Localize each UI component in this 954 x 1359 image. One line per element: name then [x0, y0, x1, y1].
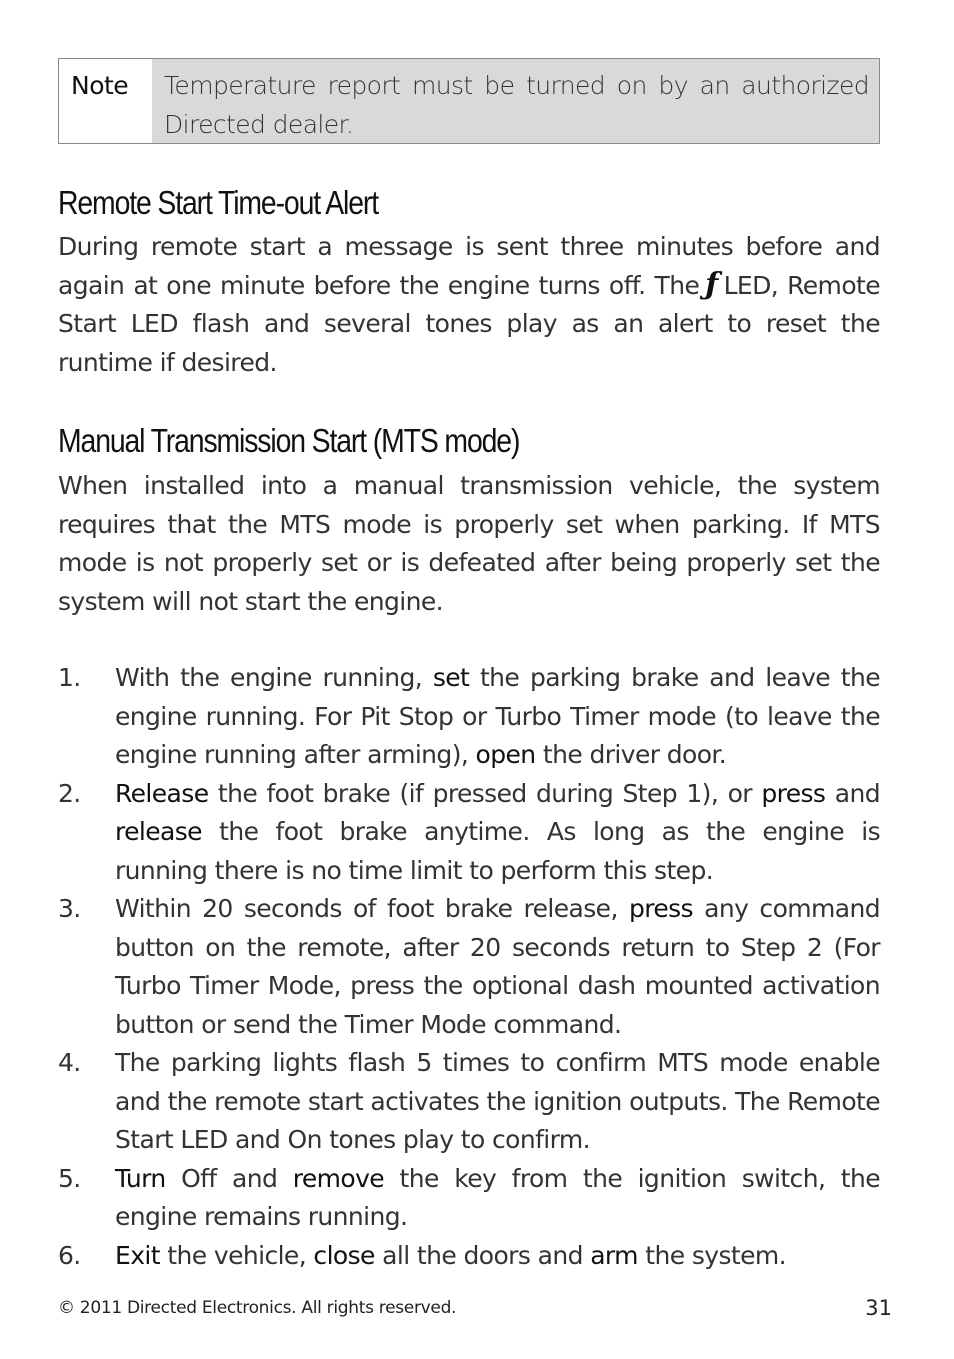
function-led-icon: ƒ [705, 266, 718, 302]
step-number: 6. [58, 1240, 81, 1270]
list-item [58, 890, 880, 1044]
list-item [58, 659, 880, 775]
paragraph-text: During remote start a message is sent three minutes before and again at one minute before the engine turns off. The [58, 232, 880, 300]
paragraph-text: LED, Remote Start LED flash and several tones play as an alert to reset the runtime if desired. [58, 270, 880, 377]
step-text: Release the foot brake (if pressed during Step 1), or press and release the foot brake anytime. As long as the engine is running there is no time limit to perform this step. [115, 778, 880, 885]
step-keyword: Release [115, 778, 209, 808]
step-keyword: Exit [115, 1240, 160, 1270]
step-keyword: arm [590, 1240, 638, 1270]
step-text: Turn Off and remove the key from the ignition switch, the engine remains running. [115, 1163, 880, 1231]
step-number: 1. [58, 663, 81, 692]
list-item [58, 1044, 880, 1160]
step-number: 2. [58, 778, 81, 808]
note-label: Note [71, 71, 129, 100]
note-box [58, 58, 880, 144]
section-paragraph-mts-intro: When installed into a manual transmission vehicle, the system requires that the MTS mode is properly set when parking. If MTS mode is not properly set or is defeated after being properly set the system will not start the engine. [58, 471, 880, 616]
step-number: 4. [58, 1048, 81, 1077]
step-keyword: close [313, 1240, 375, 1270]
step-number: 5. [58, 1163, 81, 1193]
step-text: Within 20 seconds of foot brake release, press any command button on the remote, after 20 seconds return to Step 2 (For Turbo Timer Mode, press the optional dash mounted activation button or send the Timer Mode command. [115, 894, 880, 1039]
footer-copyright: © 2011 Directed Electronics. All rights reserved. [58, 1298, 457, 1318]
step-keyword: set [432, 663, 470, 692]
step-keyword: remove [292, 1163, 385, 1193]
step-text: Exit the vehicle, close all the doors and arm the system. [115, 1240, 786, 1270]
step-keyword: Turn [115, 1163, 166, 1193]
step-keyword: press [628, 894, 693, 923]
section-heading-remote-start-timeout: Remote Start Time-out Alert [58, 184, 378, 221]
step-number: 3. [58, 894, 81, 923]
page-number: 31 [865, 1296, 892, 1320]
note-text: Temperature report must be turned on by an authorized Directed dealer. [152, 59, 879, 143]
step-keyword: open [475, 740, 536, 769]
section-paragraph-timeout [58, 228, 880, 382]
list-item [58, 1160, 880, 1237]
step-text: The parking lights flash 5 times to confirm MTS mode enable and the remote start activates the ignition outputs. The Remote Start LED and On tones play to confirm. [115, 1048, 880, 1154]
step-keyword: release [115, 817, 202, 846]
list-item [58, 775, 880, 891]
list-item [58, 1237, 880, 1276]
mts-steps-list [58, 659, 880, 1275]
section-heading-mts-mode: Manual Transmission Start (MTS mode) [58, 422, 520, 459]
step-keyword: press [761, 778, 826, 808]
step-text: With the engine running, set the parking brake and leave the engine running. For Pit Stop or Turbo Timer mode (to leave the engine running after arming), open the driver door. [115, 663, 881, 769]
